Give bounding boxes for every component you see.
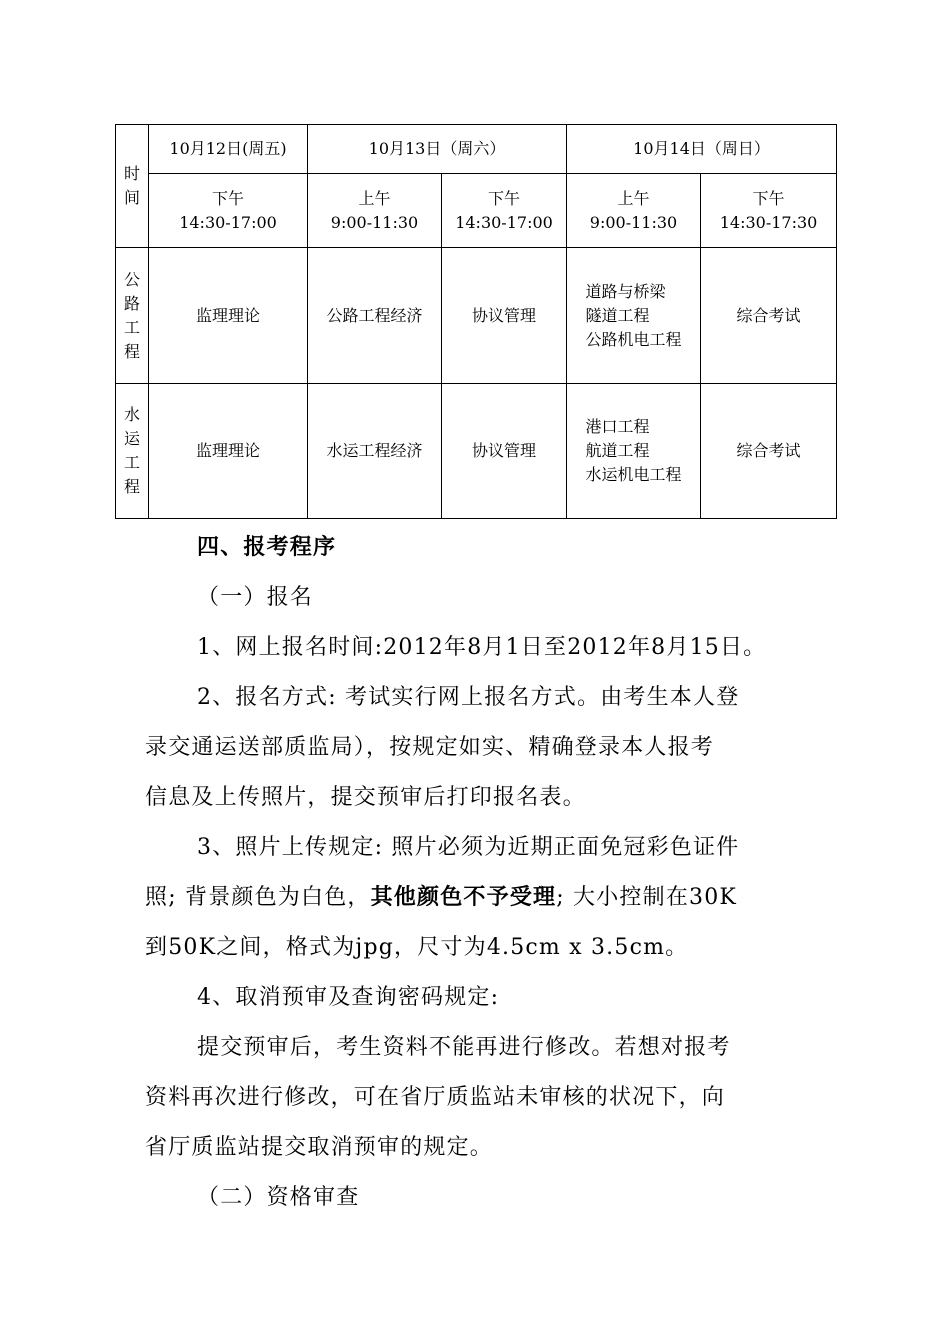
paragraph-1: 1、网上报名时间:2012年8月1日至2012年8月15日。 bbox=[197, 635, 767, 660]
subject-cell: 综合考试 bbox=[701, 248, 837, 384]
paragraph-4: 4、取消预审及查询密码规定: bbox=[197, 985, 500, 1010]
paragraph-3-line-1: 3、照片上传规定: 照片必须为近期正面免冠彩色证件 bbox=[197, 835, 740, 860]
subject-cell: 协议管理 bbox=[442, 248, 567, 384]
session-cell: 下午 14:30-17:00 bbox=[442, 174, 567, 248]
row-label-highway: 公 路 工 程 bbox=[116, 248, 149, 384]
session-cell: 下午 14:30-17:30 bbox=[701, 174, 837, 248]
paragraph-5-line-1: 提交预审后，考生资料不能再进行修改。若想对报考 bbox=[197, 1035, 731, 1060]
subject-multi-cell: 港口工程 航道工程 水运机电工程 bbox=[567, 384, 701, 519]
paragraph-5-line-2: 资料再次进行修改，可在省厅质监站未审核的状况下，向 bbox=[145, 1085, 726, 1110]
date-header-sun: 10月14日（周日） bbox=[567, 125, 837, 174]
subsection-registration: （一）报名 bbox=[197, 585, 314, 610]
session-cell: 上午 9:00-11:30 bbox=[308, 174, 442, 248]
time-header-cell: 时 间 bbox=[116, 125, 149, 248]
row-label-waterway: 水 运 工 程 bbox=[116, 384, 149, 519]
subject-cell: 公路工程经济 bbox=[308, 248, 442, 384]
section-heading: 四、报考程序 bbox=[197, 534, 337, 560]
session-cell: 上午 9:00-11:30 bbox=[567, 174, 701, 248]
date-header-sat: 10月13日（周六） bbox=[308, 125, 567, 174]
session-cell: 下午 14:30-17:00 bbox=[149, 174, 308, 248]
paragraph-3-line-2: 照; 背景颜色为白色，其他颜色不予受理; 大小控制在30K bbox=[145, 884, 738, 910]
subsection-review: （二）资格审查 bbox=[197, 1185, 360, 1210]
subject-cell: 水运工程经济 bbox=[308, 384, 442, 519]
subject-cell: 监理理论 bbox=[149, 384, 308, 519]
subject-cell: 综合考试 bbox=[701, 384, 837, 519]
subject-cell: 协议管理 bbox=[442, 384, 567, 519]
paragraph-2-line-3: 信息及上传照片，提交预审后打印报名表。 bbox=[145, 785, 586, 810]
paragraph-2-line-2: 录交通运送部质监局），按规定如实、精确登录本人报考 bbox=[145, 735, 715, 760]
date-header-fri: 10月12日(周五) bbox=[149, 125, 308, 174]
emphasis-text: 其他颜色不予受理 bbox=[370, 884, 557, 910]
paragraph-2-line-1: 2、报名方式: 考试实行网上报名方式。由考生本人登 bbox=[197, 685, 740, 710]
subject-cell: 监理理论 bbox=[149, 248, 308, 384]
paragraph-3-line-3: 到50K之间，格式为jpg，尺寸为4.5cm x 3.5cm。 bbox=[145, 935, 689, 960]
exam-schedule-table bbox=[115, 124, 837, 519]
paragraph-5-line-3: 省厅质监站提交取消预审的规定。 bbox=[145, 1135, 494, 1160]
subject-multi-cell: 道路与桥梁 隧道工程 公路机电工程 bbox=[567, 248, 701, 384]
